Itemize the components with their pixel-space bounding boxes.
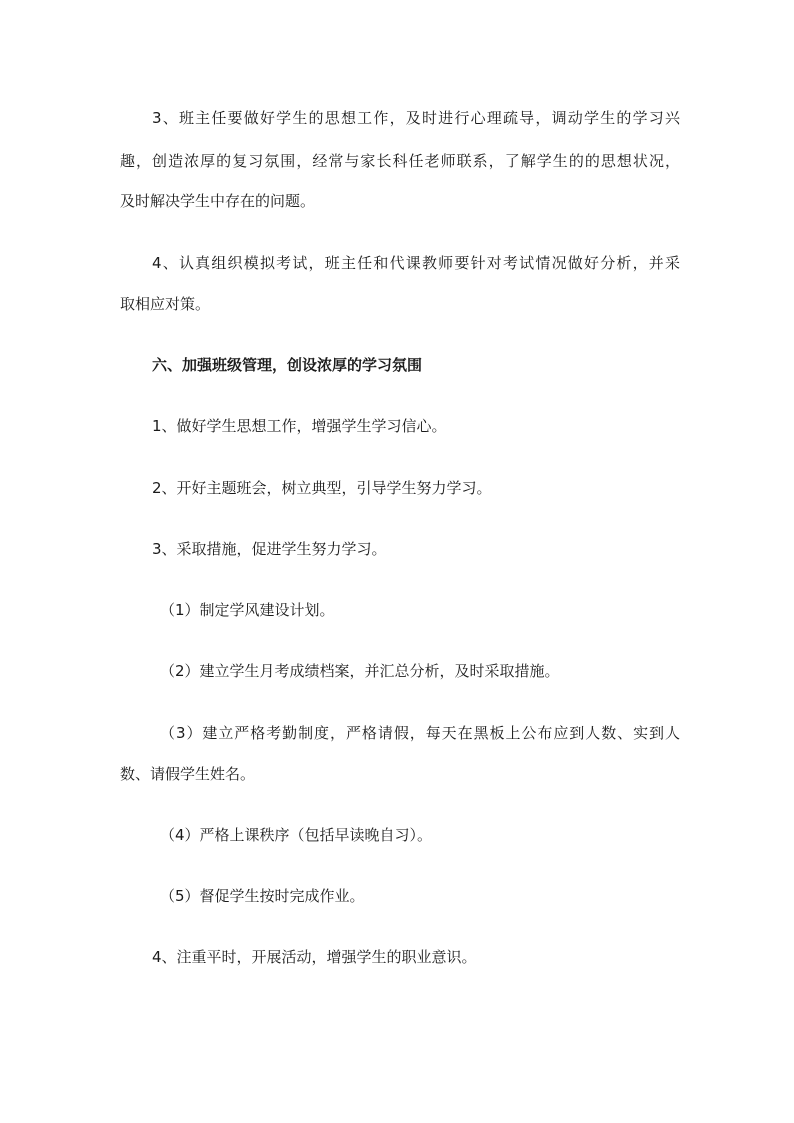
paragraph-line: 及时解决学生中存在的问题。: [120, 192, 316, 210]
paragraph-line: 取相应对策。: [120, 295, 211, 313]
paragraph-line: 3、班主任要做好学生的思想工作，及时进行心理疏导，调动学生的学习兴: [152, 109, 680, 127]
paragraph-line: 4、认真组织模拟考试，班主任和代课教师要针对考试情况做好分析，并采: [152, 254, 680, 272]
sub-list-item: （2）建立学生月考成绩档案，并汇总分析，及时采取措施。: [160, 662, 560, 680]
list-item: 3、采取措施，促进学生努力学习。: [152, 540, 387, 558]
section-heading: 六、加强班级管理，创设浓厚的学习氛围: [152, 356, 423, 374]
sub-list-item-continuation: 数、请假学生姓名。: [120, 765, 256, 783]
paragraph-line: 趣，创造浓厚的复习氛围，经常与家长科任老师联系，了解学生的的思想状况，: [120, 152, 680, 170]
list-item: 2、开好主题班会，树立典型，引导学生努力学习。: [152, 479, 492, 497]
sub-list-item: （3）建立严格考勤制度，严格请假，每天在黑板上公布应到人数、实到人: [160, 724, 680, 742]
sub-list-item: （4）严格上课秩序（包括早读晚自习）。: [160, 826, 433, 844]
list-item: 4、注重平时，开展活动，增强学生的职业意识。: [152, 948, 477, 966]
sub-list-item: （1）制定学风建设计划。: [160, 601, 335, 619]
sub-list-item: （5）督促学生按时完成作业。: [160, 887, 365, 905]
list-item: 1、做好学生思想工作，增强学生学习信心。: [152, 417, 447, 435]
